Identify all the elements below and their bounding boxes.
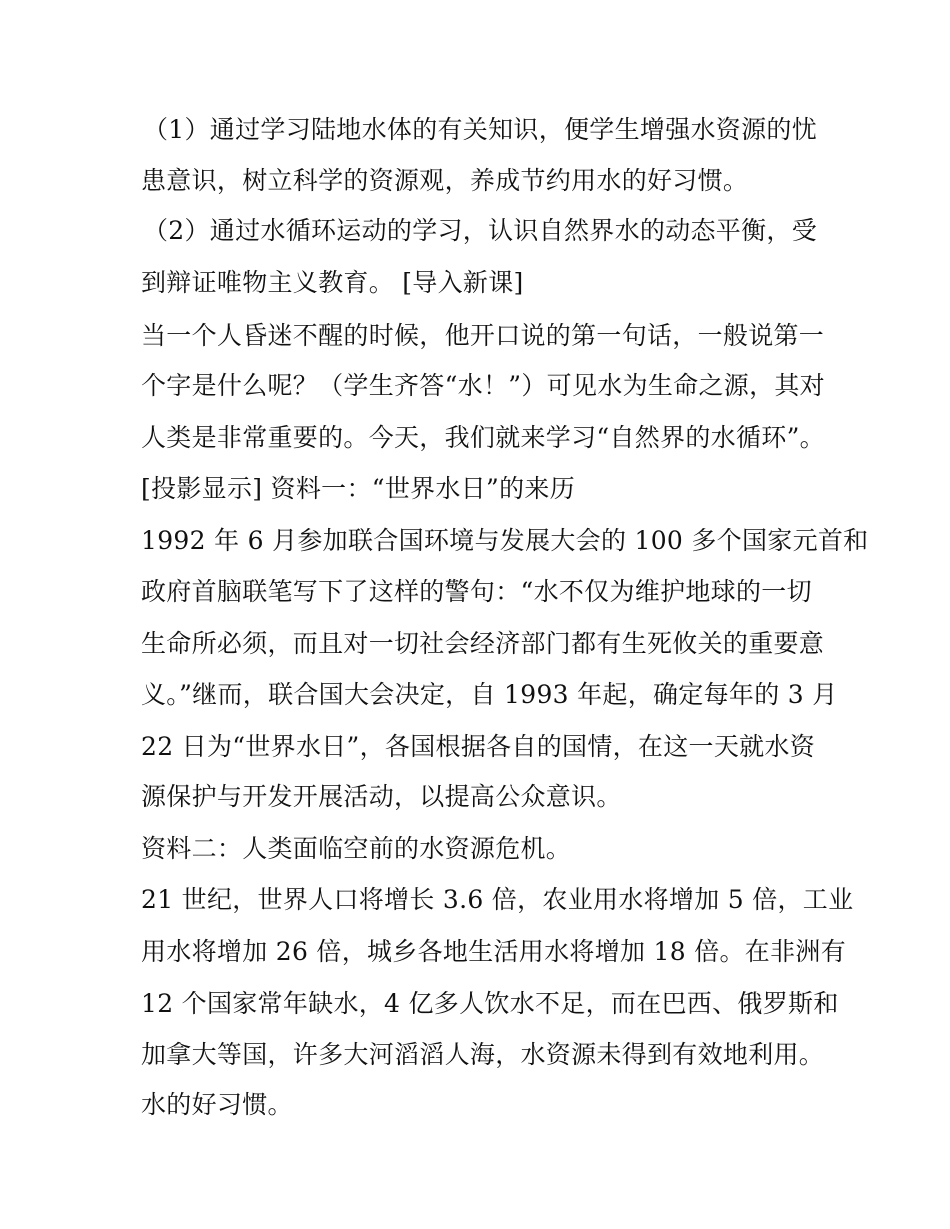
text-line: 义。”继而，联合国大会决定，自 1993 年起，确定每年的 3 月 — [141, 680, 838, 709]
text-line: 个字是什么呢？（学生齐答“水！”）可见水为生命之源，其对 — [141, 371, 825, 400]
text-line: 21 世纪，世界人口将增长 3.6 倍，农业用水将增加 5 倍，工业 — [141, 885, 854, 914]
text-line: 12 个国家常年缺水，4 亿多人饮水不足，而在巴西、俄罗斯和 — [141, 989, 839, 1018]
text-line: （1）通过学习陆地水体的有关知识，便学生增强水资源的忧 — [143, 115, 818, 144]
text-line: 人类是非常重要的。今天，我们就来学习“自然界的水循环”。 — [141, 423, 825, 452]
text-line: 到辩证唯物主义教育。 [导入新课] — [141, 268, 524, 297]
text-line: 22 日为“世界水日”，各国根据各自的国情，在这一天就水资 — [141, 732, 816, 761]
text-line: 当一个人昏迷不醒的时候，他开口说的第一句话，一般说第一 — [141, 321, 825, 350]
text-line: 源保护与开发开展活动，以提高公众意识。 — [141, 782, 622, 811]
text-line: 资料二：人类面临空前的水资源危机。 — [141, 834, 572, 863]
text-line: [投影显示] 资料一：“世界水日”的来历 — [141, 474, 576, 503]
text-line: 1992 年 6 月参加联合国环境与发展大会的 100 多个国家元首和 — [141, 526, 869, 555]
text-line: 加拿大等国，许多大河滔滔人海，水资源未得到有效地利用。 — [141, 1040, 825, 1069]
text-line: 水的好习惯。 — [141, 1090, 293, 1119]
text-line: （2）通过水循环运动的学习，认识自然界水的动态平衡，受 — [143, 216, 818, 245]
text-line: 政府首脑联笔写下了这样的警句：“水不仅为维护地球的一切 — [141, 577, 812, 606]
text-line: 生命所必须，而且对一切社会经济部门都有生死攸关的重要意 — [141, 629, 825, 658]
text-line: 用水将增加 26 倍，城乡各地生活用水将增加 18 倍。在非洲有 — [141, 937, 847, 966]
text-line: 患意识，树立科学的资源观，养成节约用水的好习惯。 — [141, 166, 749, 195]
